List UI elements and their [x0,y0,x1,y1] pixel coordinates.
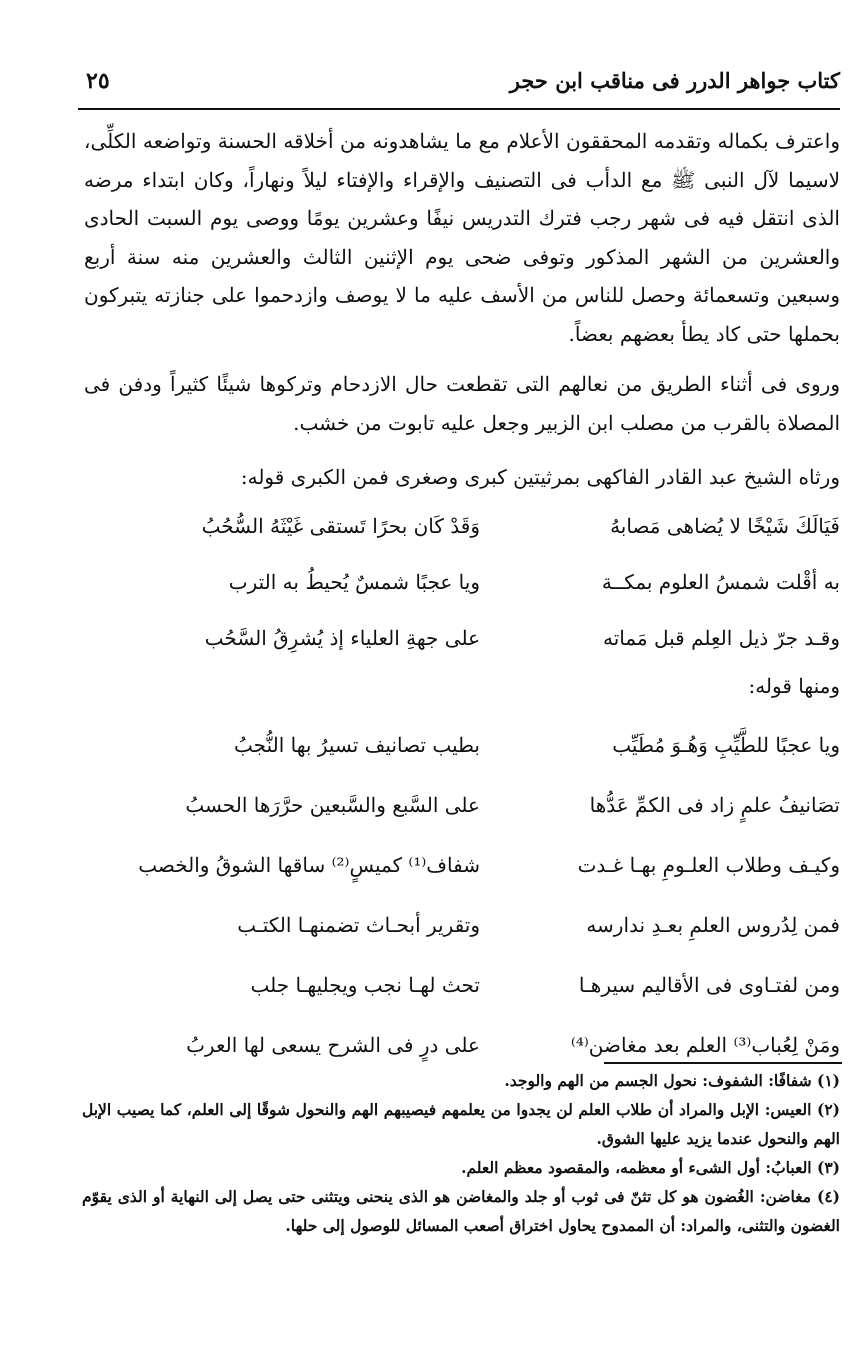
first-hemistich: ويا عجبًا للطَّيِّبِ وَهُـوَ مُطَيِّب [612,732,840,757]
second-hemistich: شفاف⁽¹⁾ كميسٍ⁽²⁾ ساقها الشوقُ والخصب [138,852,480,877]
first-hemistich: وقـد جرّ ذيل العِلم قبل مَماته [602,626,840,651]
verse-line [84,835,840,895]
first-hemistich: ومَنْ لِعُباب⁽³⁾ العلم بعد مغاضن⁽⁴⁾ [570,1032,840,1057]
poem-sub-heading: ومنها قوله: [748,673,840,698]
verse-line [84,775,840,835]
verse-line [84,715,840,775]
footnote: (٣) العبابُ: أول الشىء أو معظمه، والمقصود معظم العلم. [461,1158,840,1177]
verse-line [84,611,840,667]
footnote: (١) شفافًا: الشفوف: نحول الجسم من الهم والوجد. [504,1071,840,1090]
second-hemistich: ويا عجبًا شمسٌ يُحيطُ به الترب [228,570,480,595]
paragraph: وروى فى أثناء الطريق من نعالهم التى تقطعت حال الازدحام وتركوها شيئًا كثيراً ودفن فى المصلاة بالقرب من مصلب ابن الزبير وجعل عليه تابوت من خشب. [84,372,840,435]
second-hemistich: على درٍ فى الشرح يسعى لها العربُ [186,1032,480,1057]
first-hemistich: تصَانيفُ علمٍ زاد فى الكمِّ عَدُّها [589,792,840,817]
verse-line [84,555,840,611]
second-hemistich: وتقرير أبحـاث تضمنهـا الكتـب [237,912,480,937]
verse-line [84,499,840,555]
first-hemistich: فَيَالَكَ شَيْخًا لا يُضاهى مَصابهُ [610,514,840,539]
first-hemistich: فمن لِدُروس العلمِ بعـدِ ندارسه [586,912,840,937]
second-hemistich: تحث لهـا نجب ويجليهـا جلب [250,972,480,997]
poem-block [84,715,840,1075]
first-hemistich: وكيـف وطلاب العلـومِ بهـا غـدت [577,852,840,877]
paragraph: ورثاه الشيخ عبد القادر الفاكهى بمرثيتين كبرى وصغرى فمن الكبرى قوله: [240,465,840,489]
second-hemistich: على جهةِ العلياء إذ يُشرِقُ السَّحُب [204,626,480,651]
first-hemistich: به أقْلت شمسُ العلوم بمكــة [601,570,840,595]
page-number: ٢٥ [86,68,110,94]
footnote: (٢) العيس: الإبل والمراد أن طلاب العلم لن يجدوا من يعلمهم فيصيبهم الهم والنحول شوقًا إلى العلم، كما يصيب الإبل الهم والنحول عندما يزيد عليها الشوق. [82,1100,840,1148]
footnote-divider [604,1062,842,1064]
running-header [78,58,840,110]
verse-line [84,955,840,1015]
footnotes [82,1066,840,1240]
main-text [84,122,840,1075]
second-hemistich: وَقَدْ كَان بحرًا تَستقى غَيْثَهُ السُّحُبُ [201,514,480,539]
poem-block [84,499,840,667]
verse-line [84,895,840,955]
book-title: كتاب جواهر الدرر فى مناقب ابن حجر [509,68,840,93]
paragraph: واعترف بكماله وتقدمه المحققون الأعلام مع ما يشاهدونه من أخلاقه الحسنة وتواضعه الكلِّى، لاسيما لآل النبى ﷺ مع الدأب فى التصنيف والإقراء والإفتاء ليلاً ونهاراً، وكان ابتداء مرضه الذى انتقل فيه فى شهر رجب فترك التدريس نيفًا وعشرين يومًا ووصى يوم السبت الحادى والعشرين من الشهر المذكور وتوفى ضحى يوم الإثنين الثالث والعشرين منه سنة أربع وسبعين وتسعمائة وحصل للناس من الأسف عليه ما لا يوصف وازدحموا على جنازته يتبركون بحملها حتى كاد يطأ بعضهم بعضاً. [84,129,840,346]
second-hemistich: على السَّبع والسَّبعين حرَّرَها الحسبُ [185,792,480,817]
second-hemistich: بطيب تصانيف تسيرُ بها النُّجبُ [234,732,480,757]
footnote: (٤) مغاضن: الغُضون هو كل تثنّ فى ثوب أو جلد والمغاضن هو الذى ينحنى ويتثنى حتى يصل إلى النهاية أو الذى يقوّم الغضون والتثنى، والمراد: أن الممدوح يحاول اختراق أصعب المسائل للوصول إلى حلها. [82,1187,840,1235]
first-hemistich: ومن لفتـاوى فى الأقاليم سيرهـا [578,972,840,997]
